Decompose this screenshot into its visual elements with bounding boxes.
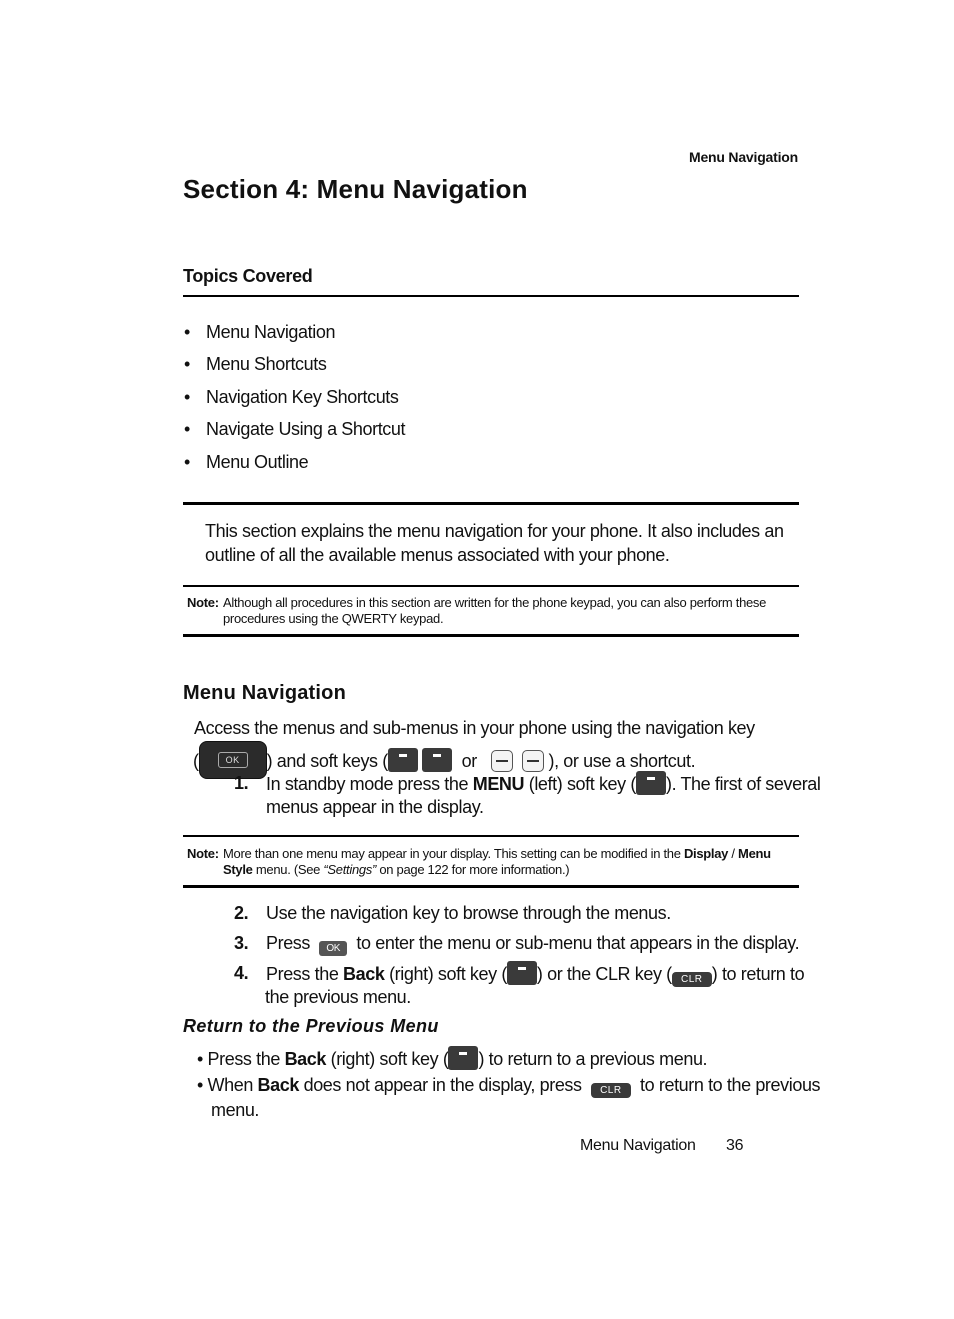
ok-key-icon: OK (319, 941, 347, 956)
topic-label: Menu Outline (206, 451, 309, 472)
note2-top-rule (183, 835, 799, 837)
return-heading: Return to the Previous Menu (183, 1016, 439, 1036)
step-1-text: In standby mode press the MENU (left) soft key ( ). The first of several (266, 771, 821, 796)
note-text: More than one menu may appear in your display. This setting can be modified in the Display / Menu Style menu. (See “Settings” on page 122 for more information.) (223, 846, 771, 877)
topic-label: Navigate Using a Shortcut (206, 419, 406, 440)
back-soft-key-icon (448, 1046, 478, 1070)
note1-bottom-rule (183, 634, 799, 637)
clr-key-icon: CLR (591, 1083, 631, 1098)
back-soft-key-icon (507, 961, 537, 985)
topics-list (183, 318, 405, 480)
lead-line-1: Access the menus and sub-menus in your phone using the navigation key (194, 718, 755, 738)
topics-title: Topics Covered (183, 266, 313, 286)
navigation-key-icon: OK (199, 741, 267, 779)
lead-line-2: ( OK ) and soft keys ( or ), or use a shortcut. (193, 741, 695, 779)
step-4-text: Press the Back (right) soft key ( ) or the CLR key ( CLR ) to return to (266, 961, 804, 987)
return-bullet-1: • Press the Back (right) soft key ( ) to return to a previous menu. (197, 1046, 707, 1071)
topics-rule (183, 295, 799, 297)
topic-item: • Menu Outline (184, 451, 309, 472)
topic-item: • Menu Shortcuts (184, 354, 327, 375)
page-number: 36 (726, 1137, 744, 1154)
step-3-text: Press OK to enter the menu or sub-menu that appears in the display. (266, 933, 800, 954)
note1-top-rule (183, 585, 799, 587)
clr-key-icon: CLR (672, 972, 712, 987)
footer-label: Menu Navigation (580, 1137, 696, 1154)
right-phone-key-icon (522, 750, 544, 772)
left-phone-key-icon (491, 750, 513, 772)
left-soft-key-icon (388, 748, 418, 772)
step-1: 1. (234, 773, 249, 793)
note2-bottom-rule (183, 885, 799, 888)
section-title: Section 4: Menu Navigation (183, 174, 528, 204)
note-label: Note: (187, 846, 219, 861)
topic-label: Navigation Key Shortcuts (206, 386, 399, 407)
note-label: Note: (187, 595, 219, 610)
running-head: Menu Navigation (688, 149, 798, 165)
topic-item: • Navigation Key Shortcuts (184, 386, 399, 407)
menu-soft-key-icon (636, 771, 666, 795)
topic-label: Menu Shortcuts (206, 354, 327, 375)
intro-paragraph: This section explains the menu navigation for your phone. It also includes an outline of all the available menus associated with your phone. (205, 521, 784, 565)
topic-item: • Menu Navigation (184, 322, 336, 342)
note-text: Although all procedures in this section are written for the phone keypad, you can also perform these procedures using the QWERTY keypad. (223, 595, 767, 626)
step-4: 4. (234, 963, 249, 983)
intro-top-rule (183, 502, 799, 505)
step-1-line-2: menus appear in the display. (266, 797, 484, 817)
return-bullet-2: • When Back does not appear in the display, press CLR to return to the previous (197, 1075, 821, 1096)
topic-item: • Navigate Using a Shortcut (184, 419, 406, 440)
step-3: 3. (234, 933, 249, 953)
note2 (187, 846, 799, 880)
return-bullet-2-line-2: menu. (211, 1100, 260, 1120)
topic-label: Menu Navigation (206, 322, 336, 342)
menu-navigation-heading: Menu Navigation (183, 682, 347, 704)
note1 (187, 595, 799, 629)
step-4-line-2: the previous menu. (265, 987, 411, 1007)
step-2-text: Use the navigation key to browse through the menus. (266, 903, 671, 923)
step-2: 2. (234, 903, 249, 923)
right-soft-key-icon (422, 748, 452, 772)
